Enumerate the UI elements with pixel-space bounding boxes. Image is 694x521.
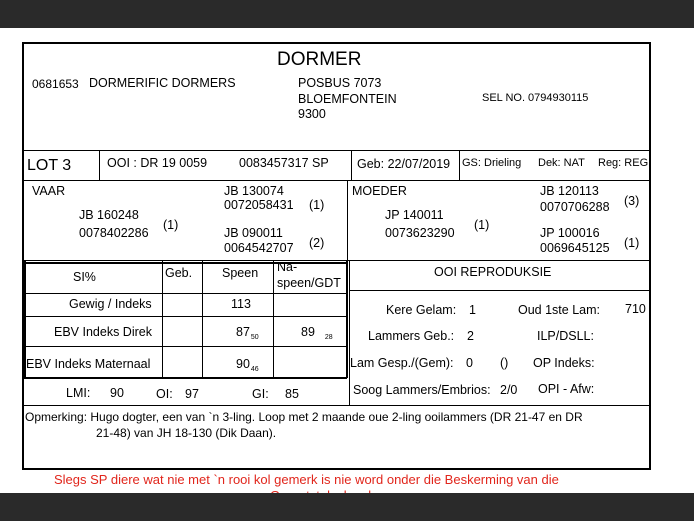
breed-title: DORMER: [277, 49, 362, 70]
lambs-weaned-value: 0: [466, 356, 473, 370]
ilp-dsll-label: ILP/DSLL:: [537, 329, 594, 343]
sire-number: 0078402286: [79, 226, 149, 240]
dam-grandsire-number: 0070706288: [540, 200, 610, 214]
birth-date: Geb: 22/07/2019: [357, 157, 451, 171]
cell-number: SEL NO. 0794930115: [482, 92, 589, 104]
mating-type: Dek: NAT: [538, 157, 585, 169]
divider: [351, 150, 352, 180]
ewe-sp-number: 0083457317 SP: [239, 156, 329, 170]
top-frame-bar: [0, 0, 694, 28]
naspeen-header-line2: speen/GDT: [277, 276, 341, 290]
dam-granddam-number: 0069645125: [540, 241, 610, 255]
lot-card: [22, 42, 651, 470]
divider: [24, 260, 649, 261]
dam-label: MOEDER: [352, 184, 407, 198]
birth-status: GS: Drieling: [462, 157, 522, 169]
sire-granddam-mark: (2): [309, 236, 325, 250]
address-line-1: POSBUS 7073: [298, 76, 382, 90]
dam-granddam-id: JP 100016: [540, 226, 600, 240]
gi-label: GI:: [252, 387, 269, 401]
sire-grandsire-number: 0072058431: [224, 198, 294, 212]
divider: [24, 150, 649, 151]
weight-index-label: Gewig / Indeks: [69, 297, 152, 311]
divider: [349, 290, 649, 291]
ebv-direct-naspeen: 89 $_{28}$: [301, 325, 333, 341]
divider: [24, 346, 347, 347]
sire-granddam-number: 0064542707: [224, 241, 294, 255]
breeder-number: 0681653: [32, 77, 79, 91]
weight-index-speen: 113: [231, 297, 251, 311]
remark-line-2: 21-48) van JH 18-130 (Dik Daan).: [96, 426, 277, 440]
divider: [273, 260, 274, 378]
divider: [24, 293, 347, 294]
oi-value: 97: [185, 387, 199, 401]
gi-value: 85: [285, 387, 299, 401]
first-lambing-age-label: Oud 1ste Lam:: [518, 303, 600, 317]
sire-grandsire-mark: (1): [309, 198, 325, 212]
divider: [24, 405, 649, 406]
oi-label: OI:: [156, 387, 173, 401]
sire-grandsire-id: JB 130074: [224, 184, 284, 198]
suckled-lambs-value: 2/0: [500, 383, 518, 397]
bottom-frame-bar: [0, 493, 694, 521]
divider: [349, 260, 350, 405]
ebv-maternal-label: EBV Indeks Maternaal: [26, 357, 151, 371]
lambs-born-value: 2: [467, 329, 474, 343]
divider: [347, 180, 348, 260]
lambs-weaned-average: (): [500, 356, 509, 370]
sire-id: JB 160248: [79, 208, 139, 222]
dam-id: JP 140011: [385, 208, 444, 222]
guarantee-notice-line-1: Slegs SP diere wat nie met `n rooi kol gemerk is nie word onder die Beskerming van die: [54, 472, 559, 487]
divider: [24, 180, 649, 181]
si-header: SI%: [73, 270, 96, 284]
breeder-name: DORMERIFIC DORMERS: [89, 76, 236, 90]
dam-grandsire-mark: (3): [624, 194, 640, 208]
first-lambing-age-value: 710: [625, 302, 646, 316]
divider: [202, 260, 203, 378]
ebv-maternal-speen: $90_{46}$: [236, 357, 259, 373]
dam-granddam-mark: (1): [624, 236, 640, 250]
ebv-direct-speen: $87_{50}$: [236, 325, 259, 341]
repro-title: OOI REPRODUKSIE: [434, 265, 552, 279]
geb-header: Geb.: [165, 266, 193, 280]
sire-label: VAAR: [32, 184, 66, 198]
dam-mark: (1): [474, 218, 490, 232]
lambs-weaned-label: Lam Gesp./(Gem):: [350, 356, 454, 370]
dam-grandsire-id: JB 120113: [540, 184, 599, 198]
ewe-id: OOI : DR 19 0059: [107, 156, 208, 170]
registration: Reg: REG: [598, 157, 649, 169]
divider: [162, 260, 163, 378]
op-index-label: OP Indeks:: [533, 356, 595, 370]
divider: [346, 260, 348, 378]
sire-mark: (1): [163, 218, 179, 232]
divider: [99, 150, 100, 180]
opi-deviation-label: OPI - Afw:: [538, 382, 595, 396]
times-lambed-label: Kere Gelam:: [386, 303, 457, 317]
times-lambed-value: 1: [469, 303, 476, 317]
divider: [459, 150, 460, 180]
divider: [24, 377, 347, 379]
dam-number: 0073623290: [385, 226, 455, 240]
lmi-value: 90: [110, 386, 124, 400]
remark-line-1: Opmerking: Hugo dogter, een van `n 3-ling. Loop met 2 maande oue 2-ling ooilammers (DR 21-47 en DR: [25, 410, 583, 424]
lambs-born-label: Lammers Geb.:: [368, 329, 455, 343]
speen-header: Speen: [222, 266, 259, 280]
address-line-3: 9300: [298, 107, 326, 121]
naspeen-header-line1: Na-: [277, 260, 298, 274]
sire-granddam-id: JB 090011: [224, 226, 283, 240]
divider: [24, 262, 347, 264]
ebv-direct-label: EBV Indeks Direk: [54, 325, 152, 339]
address-line-2: BLOEMFONTEIN: [298, 92, 397, 106]
suckled-lambs-label: Soog Lammers/Embrios:: [353, 383, 491, 397]
divider: [24, 316, 347, 317]
lot-number: LOT 3: [27, 157, 72, 174]
lmi-label: LMI:: [66, 386, 91, 400]
